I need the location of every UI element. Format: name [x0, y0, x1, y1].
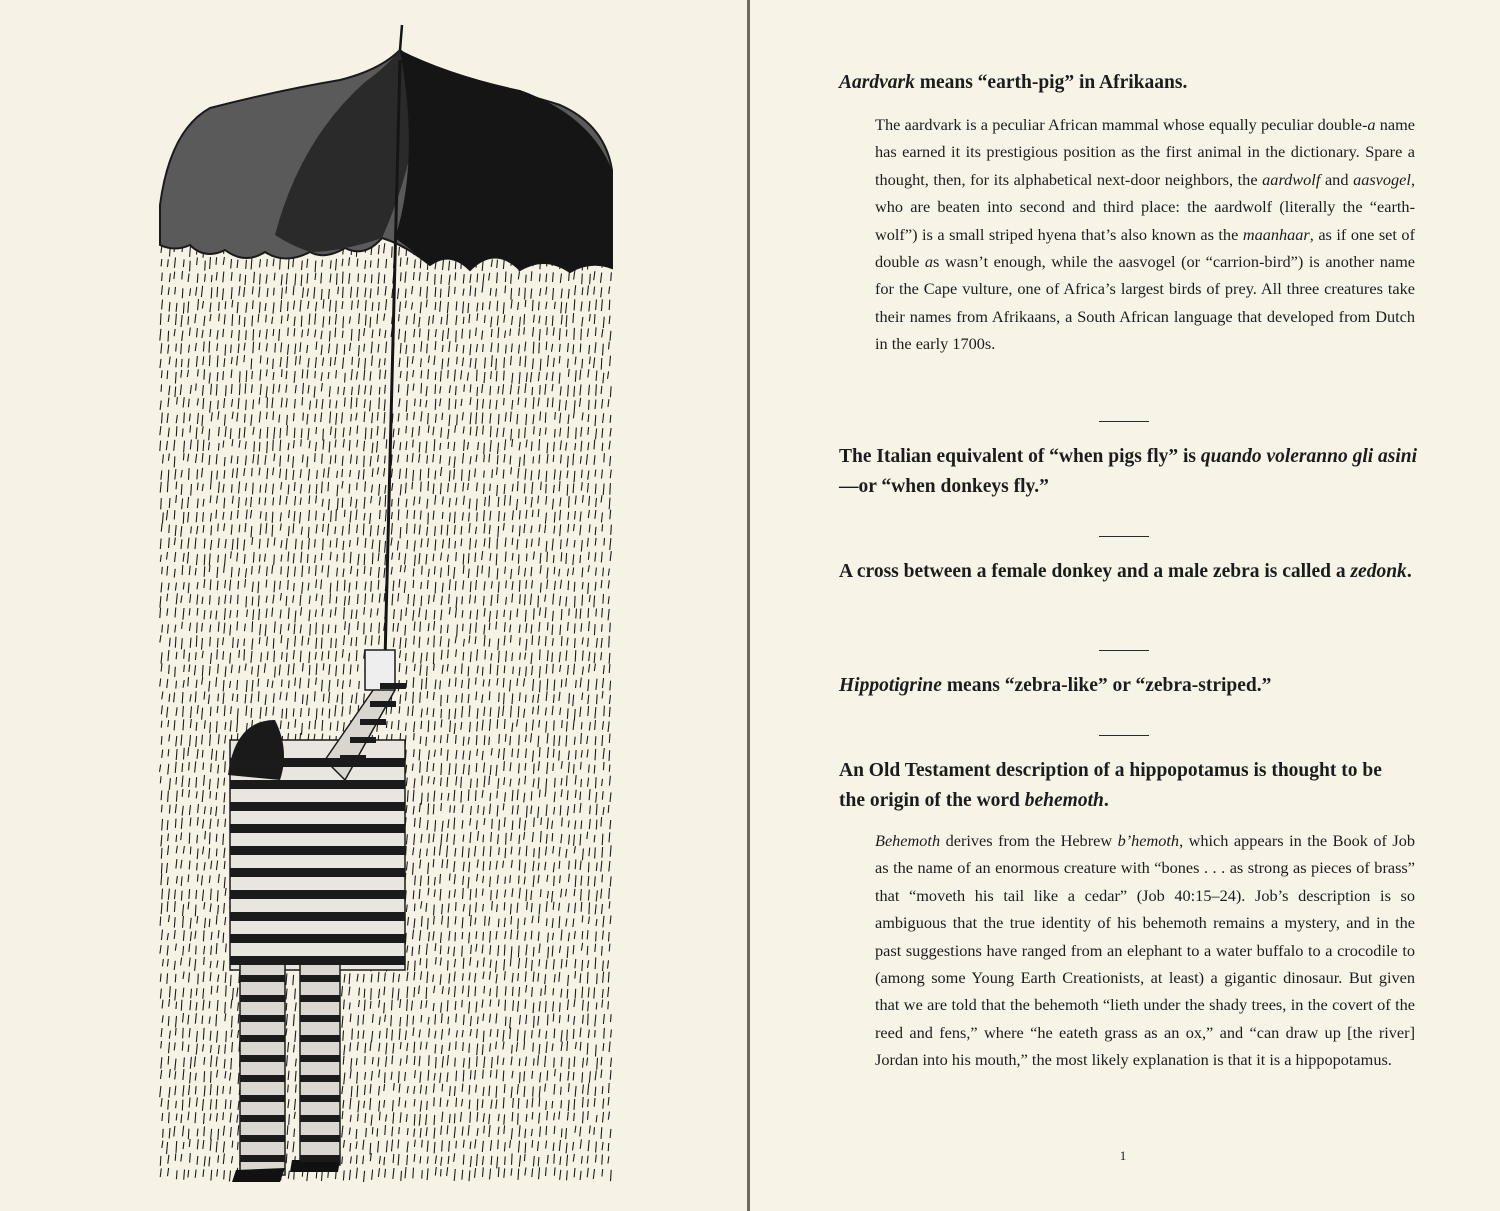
stripe: [230, 846, 405, 855]
entry-body-behemoth: Behemoth derives from the Hebrew b’hemoth, which appears in the Book of Job as the name of an enormous creature with “bones . . . as strong as pieces of brass” that “moveth his tail like a cedar” (Job 40:15–24). Job’s description is so ambiguous that the true identity of his behemoth remains a mystery, and in the past suggestions have ranged from an elephant to a water buffalo to a crocodile to (among some Young Earth Creationists, at least) a gigantic dinosaur. But given that we are told that the behemoth “lieth under the shady trees, in the covert of the reed and fens,” where “he eateth grass as an ox,” and “can draw up [the river] Jordan into his mouth,” the most likely explanation is that it is a hippopotamus.: [875, 831, 1415, 1070]
stripe: [240, 1155, 285, 1162]
stripe: [240, 1115, 285, 1122]
stripe: [360, 719, 386, 725]
stripe: [380, 683, 406, 689]
rain-umbrella-illustration: [150, 20, 620, 1195]
stripe: [300, 1015, 340, 1022]
stripe: [230, 912, 405, 921]
stripe: [340, 755, 366, 761]
stripe: [300, 1155, 340, 1162]
stripe: [240, 995, 285, 1002]
stripe: [300, 1075, 340, 1082]
entry-heading-zedonk: A cross between a female donkey and a male zebra is called a zedonk.: [839, 561, 1412, 582]
stripe: [230, 824, 405, 833]
stripe: [240, 975, 285, 982]
section-rule: [1099, 536, 1149, 537]
stripe: [230, 868, 405, 877]
stripe: [300, 975, 340, 982]
stripe: [300, 1055, 340, 1062]
entry-heading-pigs-fly: The Italian equivalent of “when pigs fly” is quando voleranno gli asini—or “when donkeys fly.”: [839, 446, 1418, 497]
section-rule: [1099, 735, 1149, 736]
stripe: [300, 1095, 340, 1102]
rain-texture: [160, 243, 612, 1182]
section-rule: [1099, 650, 1149, 651]
stripe: [240, 1075, 285, 1082]
stripe: [230, 758, 405, 767]
entry-body-aardvark: The aardvark is a peculiar African mammal whose equally peculiar double-a name has earned it its prestigious position as the first animal in the dictionary. Spare a thought, then, for its alphabetical next-door neighbors, the aardwolf and aasvogel, who are beaten into second and third place: the aardwolf (literally the “earth-wolf”) is a small striped hyena that’s also known as the maanhaar, as if one set of double as wasn’t enough, while the aasvogel (or “carrion-bird”) is another name for the Cape vulture, one of Africa’s largest birds of prey. All three creatures take their names from Afrikaans, a South African language that developed from Dutch in the early 1700s.: [875, 115, 1416, 354]
page-number: 1: [1119, 1148, 1127, 1163]
stripe: [230, 934, 405, 943]
stripe: [300, 1135, 340, 1142]
stripe: [240, 1055, 285, 1062]
section-rule: [1099, 421, 1149, 422]
stripe: [230, 802, 405, 811]
entry-heading-aardvark: Aardvark means “earth-pig” in Afrikaans.: [839, 72, 1188, 93]
stripe: [230, 956, 405, 965]
stripe: [300, 995, 340, 1002]
stripe: [230, 780, 405, 789]
stripe: [370, 701, 396, 707]
stripe: [350, 737, 376, 743]
rain-strokes: [160, 243, 612, 1182]
left-page: [0, 0, 748, 1211]
stripe: [300, 1035, 340, 1042]
stripe: [230, 890, 405, 899]
stripe: [240, 1015, 285, 1022]
entry-heading-hippotigrine: Hippotigrine means “zebra-like” or “zebra-striped.”: [839, 675, 1272, 696]
stripe: [300, 1115, 340, 1122]
stripe: [240, 1035, 285, 1042]
stripe: [240, 1135, 285, 1142]
stripe: [240, 1095, 285, 1102]
entry-heading-behemoth: An Old Testament description of a hippopotamus is thought to be the origin of the word behemoth.: [839, 760, 1382, 811]
